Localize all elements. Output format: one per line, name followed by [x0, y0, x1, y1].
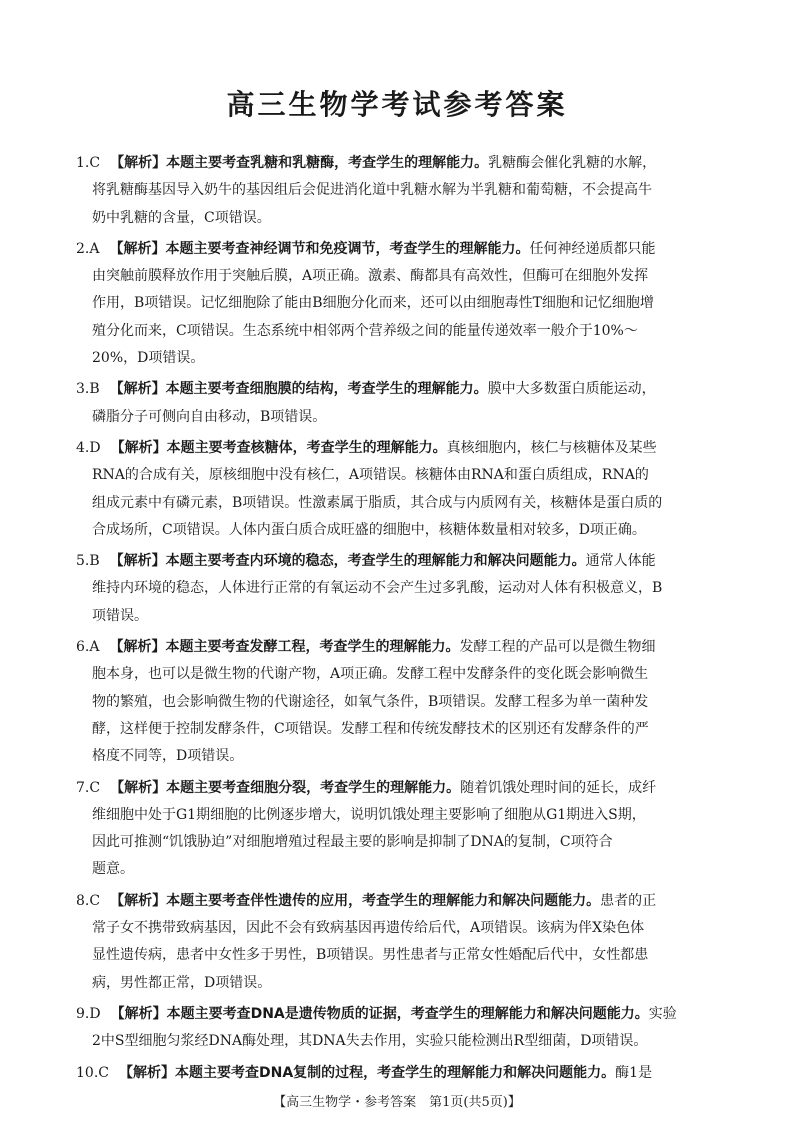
answer-item: [76, 1060, 724, 1087]
answer-letter: A: [89, 240, 100, 257]
analysis-text: 酵，这样便于控制发酵条件，C项错误。发酵工程和传统发酵技术的区别还有发酵条件的严: [92, 720, 649, 737]
analysis-tag: 【解析】: [110, 779, 167, 796]
question-number: 9.: [76, 1005, 90, 1022]
answer-first-line: [76, 634, 724, 661]
analysis-text: 20%，D项错误。: [92, 350, 205, 367]
answer-item: [76, 150, 724, 232]
answer-letter: B: [89, 553, 100, 570]
analysis-text: 病，男性都正常，D项错误。: [92, 974, 272, 991]
analysis-tag: 【解析】: [109, 381, 166, 398]
answer-item: [76, 435, 724, 544]
analysis-lead: 本题主要考查DNA复制的过程，考查学生的理解能力和解决问题能力。: [174, 1064, 616, 1081]
analysis-text: 显性遗传病，患者中女性多于男性，B项错误。男性患者与正常女性婚配后代中，女性都患: [92, 947, 649, 964]
analysis-text: 组成元素中有磷元素，B项错误。性激素属于脂质，其合成与内质网有关，核糖体是蛋白质的: [92, 494, 663, 511]
analysis-text: 维细胞中处于G1期细胞的比例逐步增大，说明饥饿处理主要影响了细胞从G1期进入S期，: [92, 806, 646, 823]
question-number: 5.: [76, 553, 90, 570]
analysis-text: 由突触前膜释放作用于突触后膜，A项正确。激素、酶都具有高效性，但酶可在细胞外发挥: [92, 268, 649, 285]
answer-first-line: [76, 435, 724, 462]
analysis-tag: 【解析】: [110, 1005, 167, 1022]
answer-item: [76, 775, 724, 884]
analysis-text: 酶1是: [615, 1064, 653, 1081]
analysis-text: 因此可推测“饥饿胁迫”对细胞增殖过程最主要的影响是抑制了DNA的复制，C项符合: [92, 834, 613, 851]
analysis-text: 题意。: [92, 861, 134, 878]
analysis-tag: 【解析】: [118, 1064, 175, 1081]
answer-list: [76, 150, 724, 1091]
answer-first-line: [76, 1060, 724, 1087]
answer-first-line: [76, 150, 724, 177]
answer-letter: C: [89, 779, 101, 796]
analysis-lead: 本题主要考查乳糖和乳糖酶，考查学生的理解能力。: [166, 155, 489, 171]
analysis-lead: 本题主要考查伴性遗传的应用，考查学生的理解能力和解决问题能力。: [166, 892, 601, 909]
analysis-text: 物的繁殖，也会影响微生物的代谢途径，如氧气条件，B项错误。发酵工程多为单一菌种发: [92, 693, 649, 710]
analysis-text: 胞本身，也可以是微生物的代谢产物，A项正确。发酵工程中发酵条件的变化既会影响微生: [92, 666, 649, 683]
question-number: 3.: [76, 381, 90, 398]
analysis-text: 乳糖酶会催化乳糖的水解，: [488, 155, 657, 171]
analysis-text: 合成场所，C项错误。人体内蛋白质合成旺盛的细胞中，核糖体数量相对较多，D项正确。: [92, 521, 646, 538]
analysis-text: RNA的合成有关，原核细胞中没有核仁，A项错误。核糖体由RNA和蛋白质组成，RNA的: [92, 467, 649, 484]
answer-letter: D: [89, 1005, 101, 1022]
answer-first-line: [76, 236, 724, 263]
analysis-text: 殖分化而来，C项错误。生态系统中相邻两个营养级之间的能量传递效率一般介于10%～: [92, 322, 638, 339]
analysis-tag: 【解析】: [109, 639, 166, 656]
analysis-text: 常子女不携带致病基因，因此不会有致病基因再遗传给后代，A项错误。该病为伴X染色体: [92, 920, 645, 937]
answer-item: [76, 888, 724, 997]
analysis-text: 2中S型细胞匀浆经DNA酶处理，其DNA失去作用，实验只能检测出R型细菌，D项错误。: [92, 1033, 648, 1050]
question-number: 8.: [76, 892, 90, 909]
analysis-text: 项错误。: [92, 607, 148, 624]
analysis-lead: 本题主要考查内环境的稳态，考查学生的理解能力和解决问题能力。: [165, 553, 586, 570]
analysis-lead: 本题主要考查细胞分裂，考查学生的理解能力。: [166, 779, 461, 796]
analysis-text: 将乳糖酶基因导入奶牛的基因组后会促进消化道中乳糖水解为半乳糖和葡萄糖，不会提高牛: [92, 182, 652, 199]
analysis-lead: 本题主要考查细胞膜的结构，考查学生的理解能力。: [165, 381, 488, 398]
answer-letter: B: [89, 381, 100, 398]
analysis-tag: 【解析】: [110, 892, 167, 909]
analysis-lead: 本题主要考查DNA是遗传物质的证据，考查学生的理解能力和解决问题能力。: [166, 1005, 649, 1022]
analysis-text: 膜中大多数蛋白质能运动，: [487, 381, 656, 398]
answer-item: [76, 548, 724, 630]
analysis-tag: 【解析】: [109, 240, 166, 257]
answer-item: [76, 236, 724, 372]
analysis-tag: 【解析】: [110, 439, 167, 456]
analysis-text: 发酵工程的产品可以是微生物细: [459, 639, 656, 656]
analysis-text: 磷脂分子可侧向自由移动，B项错误。: [92, 408, 327, 425]
answer-first-line: [76, 775, 724, 802]
answer-item: [76, 634, 724, 770]
analysis-text: 真核细胞内，核仁与核糖体及某些: [446, 439, 657, 456]
answer-first-line: [76, 376, 724, 403]
answer-letter: C: [98, 1064, 109, 1081]
page-footer: 【高三生物学・参考答案 第1页(共5页)】: [273, 1095, 521, 1110]
analysis-text: 实验: [648, 1005, 677, 1022]
analysis-text: 随着饥饿处理时间的延长，成纤: [460, 779, 657, 796]
analysis-lead: 本题主要考查核糖体，考查学生的理解能力。: [166, 439, 447, 456]
analysis-tag: 【解析】: [110, 155, 167, 171]
analysis-text: 格度不同等，D项错误。: [92, 748, 244, 765]
page-title: 高三生物学考试参考答案: [226, 88, 568, 121]
analysis-text: 维持内环境的稳态，人体进行正常的有氧运动不会产生过多乳酸，运动对人体有积极意义，B: [92, 580, 663, 597]
question-number: 2.: [76, 240, 90, 257]
question-number: 1.: [76, 155, 90, 171]
answer-letter: D: [89, 439, 101, 456]
answer-first-line: [76, 888, 724, 915]
analysis-text: 任何神经递质都只能: [529, 240, 656, 257]
analysis-lead: 本题主要考查神经调节和免疫调节，考查学生的理解能力。: [165, 240, 530, 257]
analysis-text: 通常人体能: [585, 553, 656, 570]
question-number: 7.: [76, 779, 90, 796]
analysis-text: 患者的正: [600, 892, 657, 909]
analysis-tag: 【解析】: [109, 553, 166, 570]
answer-first-line: [76, 548, 724, 575]
answer-first-line: [76, 1001, 724, 1028]
question-number: 4.: [76, 439, 90, 456]
answer-item: [76, 376, 724, 431]
question-number: 6.: [76, 639, 90, 656]
analysis-text: 奶中乳糖的含量，C项错误。: [92, 209, 271, 226]
answer-letter: A: [89, 639, 100, 656]
analysis-text: 作用，B项错误。记忆细胞除了能由B细胞分化而来，还可以由细胞毒性T细胞和记忆细胞增: [92, 295, 654, 312]
answer-letter: C: [89, 892, 101, 909]
answer-item: [76, 1001, 724, 1056]
analysis-lead: 本题主要考查发酵工程，考查学生的理解能力。: [165, 639, 460, 656]
question-number: 10.: [76, 1064, 99, 1081]
answer-letter: C: [89, 155, 101, 171]
